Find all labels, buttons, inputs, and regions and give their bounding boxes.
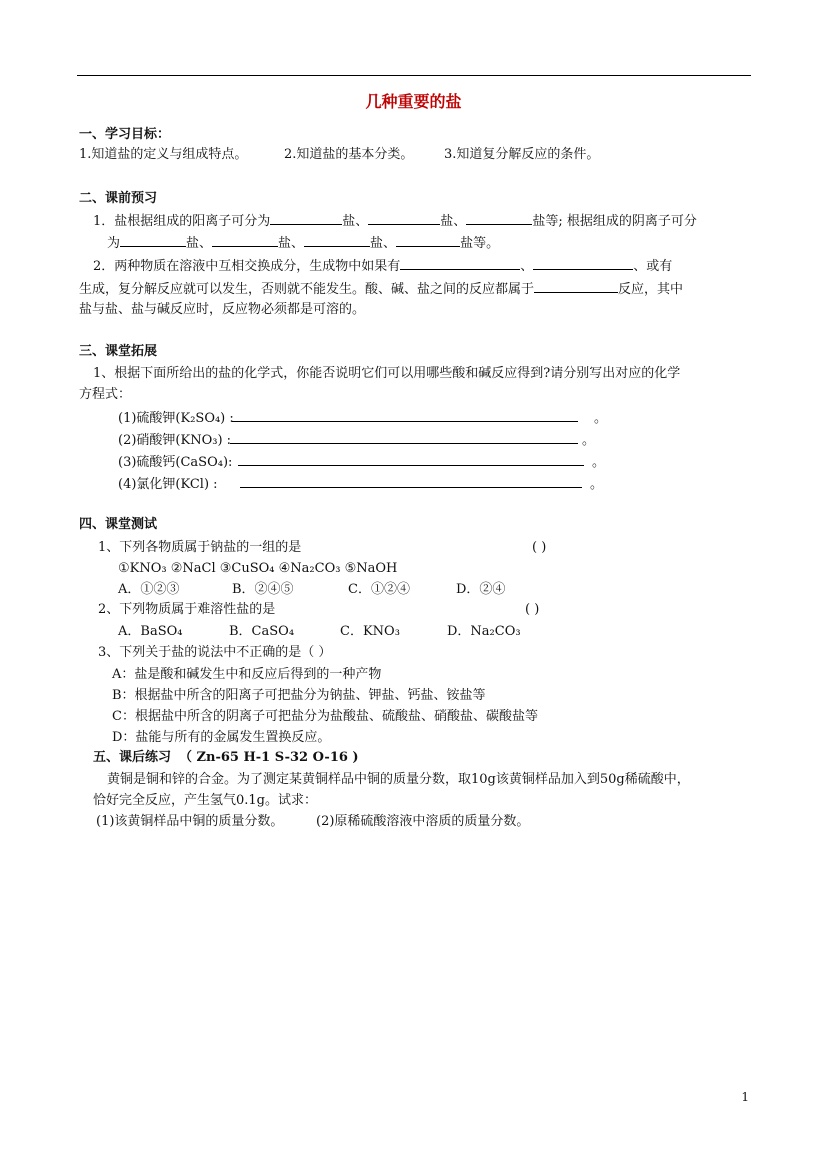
equation-row-4	[118, 474, 603, 494]
blank[interactable]	[304, 233, 370, 247]
separator: 、	[520, 259, 534, 274]
salt-word: 盐、	[278, 236, 305, 251]
test-q1-option-b[interactable]: B．②④⑤	[232, 582, 294, 597]
equation-blank[interactable]	[230, 430, 578, 444]
equation-blank[interactable]	[240, 474, 582, 488]
equation-row-1	[118, 408, 607, 428]
salt-word: 盐等。	[460, 236, 500, 251]
expand-intro-line1: 1、根据下面所给出的盐的化学式，你能否说明它们可以用哪些酸和碱反应得到?请分别写出对应的化学	[93, 366, 681, 381]
blank[interactable]	[270, 211, 342, 225]
blank[interactable]	[368, 211, 440, 225]
blank[interactable]	[533, 256, 633, 270]
salt-word: 盐、	[440, 214, 467, 229]
salt-word: 盐、	[186, 236, 213, 251]
preview-q2-line3: 盐与盐、盐与碱反应时，反应物必须都是可溶的。	[79, 302, 366, 317]
equation-label: (2)硝酸钾(KNO₃) :	[118, 433, 232, 448]
preview-q2-line2	[79, 279, 683, 299]
preview-q1-line1	[93, 211, 697, 231]
q1-lead2: 为	[107, 236, 121, 251]
homework-ask-1: (1)该黄铜样品中铜的质量分数。	[96, 814, 284, 829]
blank[interactable]	[534, 279, 618, 293]
test-q2-option-c[interactable]: C．KNO₃	[340, 624, 400, 639]
header-rule	[77, 75, 751, 76]
page-number: 1	[741, 1090, 749, 1104]
page-title: 几种重要的盐	[365, 92, 462, 111]
goal-2: 2.知道盐的基本分类。	[284, 147, 414, 162]
q1-lead: 1．盐根据组成的阳离子可分为	[93, 214, 271, 229]
equation-label: (4)氯化钾(KCl) :	[118, 477, 218, 492]
test-q2-option-a[interactable]: A．BaSO₄	[118, 624, 183, 639]
period: 。	[592, 455, 606, 470]
test-q2-bracket[interactable]: ( )	[525, 602, 540, 617]
period: 。	[582, 433, 596, 448]
q2-tail: 、或有	[633, 259, 673, 274]
q1-mid: ; 根据组成的阴离子可分	[558, 214, 697, 229]
test-q3-option-d[interactable]: D：盐能与所有的金属发生置换反应。	[112, 730, 331, 745]
test-q3-stem: 3、下列关于盐的说法中不正确的是（ ）	[98, 645, 332, 660]
equation-row-2	[118, 430, 595, 450]
equation-label: (3)硫酸钙(CaSO₄):	[118, 455, 233, 470]
salt-word: 盐、	[370, 236, 397, 251]
test-q2-option-d[interactable]: D．Na₂CO₃	[447, 624, 521, 639]
goal-1: 1.知道盐的定义与组成特点。	[79, 147, 248, 162]
equation-blank[interactable]	[232, 408, 578, 422]
period: 。	[590, 477, 604, 492]
homework-line1: 黄铜是铜和锌的合金。为了测定某黄铜样品中铜的质量分数，取10g该黄铜样品加入到50g稀硫酸中，	[107, 772, 690, 787]
preview-q2-line1	[93, 256, 672, 276]
q2-line2b: 反应，其中	[618, 282, 684, 297]
test-q2-stem: 2、下列物质属于难溶性盐的是	[98, 602, 276, 617]
blank[interactable]	[212, 233, 278, 247]
salt-word: 盐等	[532, 214, 559, 229]
equation-blank[interactable]	[238, 452, 584, 466]
blank[interactable]	[396, 233, 460, 247]
section-1-heading: 一、学习目标：	[79, 127, 171, 142]
test-q1-option-a[interactable]: A．①②③	[118, 582, 180, 597]
test-q1-items: ①KNO₃ ②NaCl ③CuSO₄ ④Na₂CO₃ ⑤NaOH	[118, 561, 398, 576]
homework-ask-2: (2)原稀硫酸溶液中溶质的质量分数。	[316, 814, 530, 829]
test-q3-option-b[interactable]: B：根据盐中所含的阳离子可把盐分为钠盐、钾盐、钙盐、铵盐等	[112, 688, 486, 703]
goal-3: 3.知道复分解反应的条件。	[444, 147, 600, 162]
blank[interactable]	[400, 256, 520, 270]
preview-q1-line2	[107, 233, 499, 253]
equation-label: (1)硫酸钾(K₂SO₄) :	[118, 411, 234, 426]
equation-row-3	[118, 452, 605, 472]
section-4-heading: 四、课堂测试	[79, 517, 158, 532]
test-q3-option-c[interactable]: C：根据盐中所含的阴离子可把盐分为盐酸盐、硫酸盐、硝酸盐、碳酸盐等	[112, 709, 538, 724]
test-q1-bracket[interactable]: ( )	[532, 540, 547, 555]
test-q1-option-d[interactable]: D．②④	[456, 582, 506, 597]
test-q3-option-a[interactable]: A：盐是酸和碱发生中和反应后得到的一种产物	[112, 667, 382, 682]
q2-lead: 2．两种物质在溶液中互相交换成分，生成物中如果有	[93, 259, 401, 274]
section-2-heading: 二、课前预习	[79, 191, 158, 206]
section-3-heading: 三、课堂拓展	[79, 344, 158, 359]
expand-intro-line2: 方程式：	[79, 387, 132, 402]
q2-line2a: 生成，复分解反应就可以发生，否则就不能发生。酸、碱、盐之间的反应都属于	[79, 282, 535, 297]
homework-line2: 恰好完全反应，产生氢气0.1g。试求：	[93, 793, 317, 808]
atomic-masses: （ Zn-65 H-1 S-32 O-16 )	[179, 750, 359, 765]
blank[interactable]	[120, 233, 186, 247]
test-q2-option-b[interactable]: B．CaSO₄	[229, 624, 295, 639]
test-q1-stem: 1、下列各物质属于钠盐的一组的是	[98, 540, 302, 555]
section-5-heading: 五、课后练习	[93, 750, 172, 765]
section-5-heading-row	[93, 749, 359, 767]
test-q1-option-c[interactable]: C．①②④	[348, 582, 410, 597]
blank[interactable]	[466, 211, 532, 225]
period: 。	[594, 411, 608, 426]
salt-word: 盐、	[342, 214, 369, 229]
